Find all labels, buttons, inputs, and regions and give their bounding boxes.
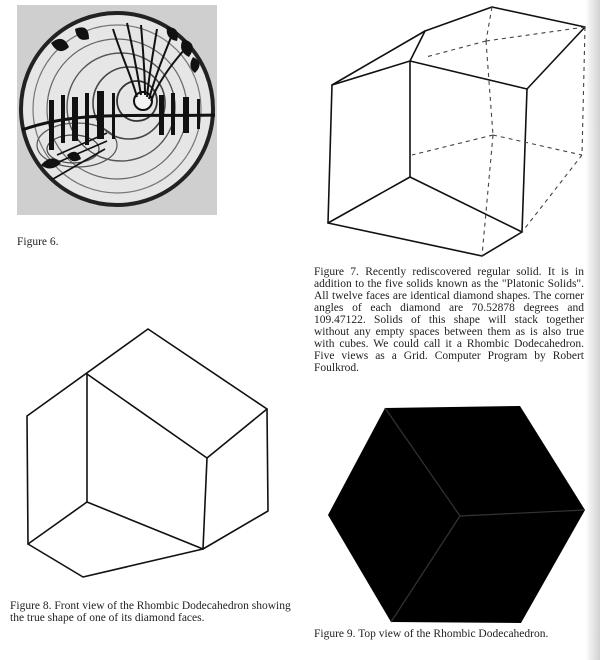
figure-7-rhombic-dodecahedron-oblique [320,5,590,260]
figure-6-artwork-photo [17,5,217,215]
figure-8-caption: Figure 8. Front view of the Rhombic Dodecahedron showing the true shape of one of its diamond faces. [10,600,291,624]
figure-6-caption: Figure 6. [17,236,59,248]
figure-8-front-view [24,326,274,586]
figure-9-top-view [325,405,585,625]
figure-7-caption: Figure 7. Recently rediscovered regular solid. It is in addition to the five solids known as the "Platonic Solids". All twelve faces are identical diamond shapes. The corner angles of each diamond are 70.52878 degrees and 109.47122. Solids of this shape will stack together without any empty spaces between them as is also true with cubes. We could call it a Rhombic Dodecahedron. Five views as a Grid. Computer Program by Robert Foulkrod. [314,266,584,374]
figure-9-caption: Figure 9. Top view of the Rhombic Dodecahedron. [314,628,549,640]
